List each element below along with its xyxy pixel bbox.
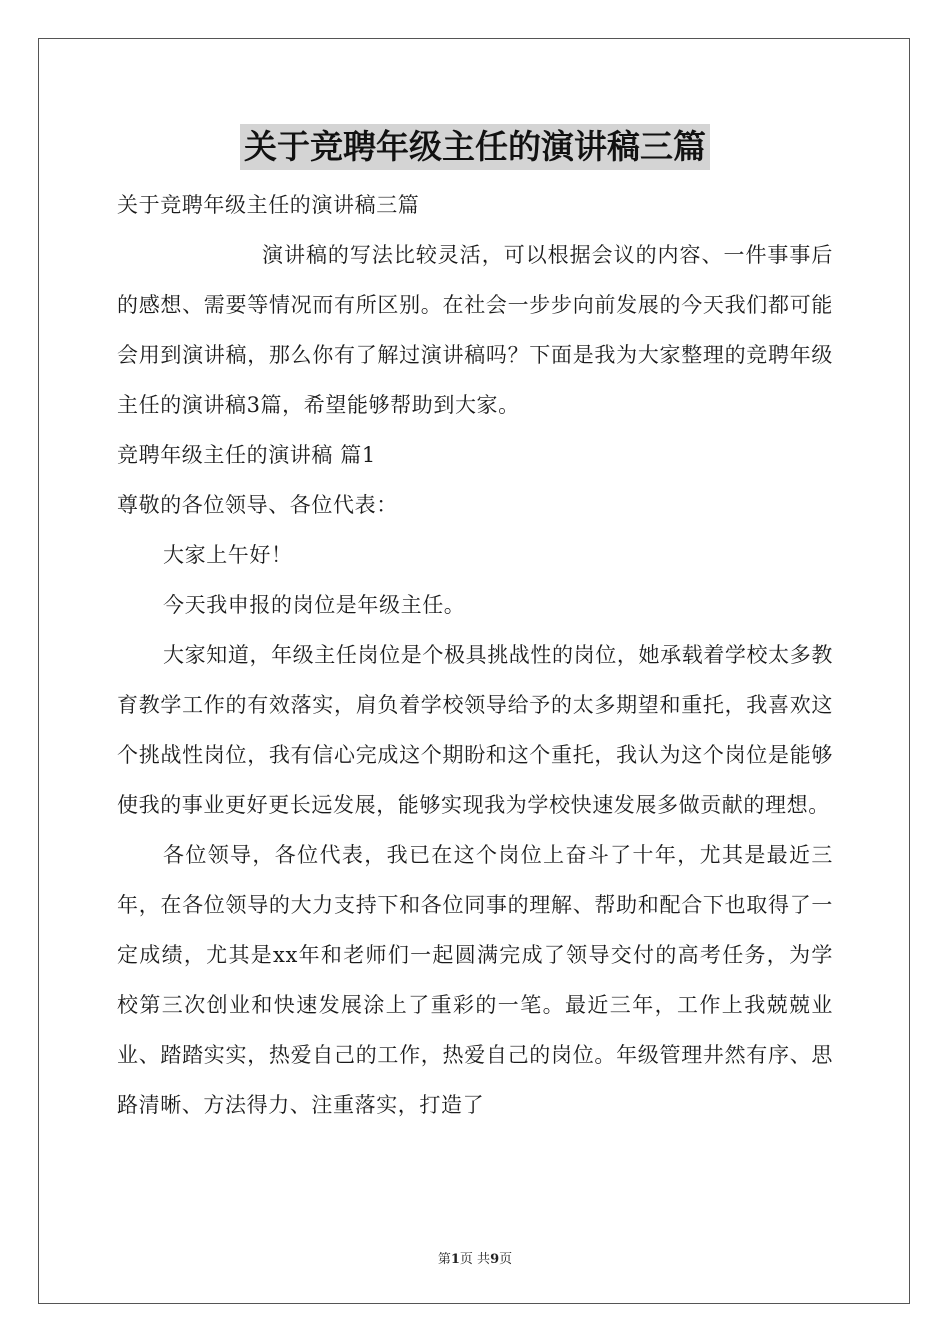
- footer-prefix: 第: [437, 1252, 451, 1267]
- title-container: [0, 124, 950, 170]
- footer-suffix: 页: [499, 1252, 513, 1267]
- salutation: 尊敬的各位领导、各位代表：: [117, 493, 398, 517]
- footer-mid: 页 共: [459, 1252, 491, 1267]
- greeting: 大家上午好！: [163, 543, 293, 567]
- body-paragraph-2: 大家知道，年级主任岗位是个极具挑战性的岗位，她承载着学校太多教育教学工作的有效落实，肩负着学校领导给予的太多期望和重托，我喜欢这个挑战性岗位，我有信心完成这个期盼和这个重托，我认为这个岗位是能够使我的事业更好更长远发展，能够实现我为学校快速发展多做贡献的理想。: [117, 643, 833, 817]
- body-paragraph-3: 各位领导，各位代表，我已在这个岗位上奋斗了十年，尤其是最近三年，在各位领导的大力支持下和各位同事的理解、帮助和配合下也取得了一定成绩，尤其是xx年和老师们一起圆满完成了领导交付的高考任务，为学校第三次创业和快速发展涂上了重彩的一笔。最近三年，工作上我兢兢业业、踏踏实实，热爱自己的工作，热爱自己的岗位。年级管理井然有序、思路清晰、方法得力、注重落实，打造了: [117, 843, 833, 1117]
- footer-current-page: 1: [450, 1252, 460, 1267]
- footer-total-pages: 9: [490, 1252, 500, 1267]
- subtitle-line: 关于竞聘年级主任的演讲稿三篇: [117, 193, 420, 217]
- intro-paragraph: 演讲稿的写法比较灵活，可以根据会议的内容、一件事事后的感想、需要等情况而有所区别。在社会一步步向前发展的今天我们都可能会用到演讲稿，那么你有了解过演讲稿吗？下面是我为大家整理的竞聘年级主任的演讲稿3篇，希望能够帮助到大家。: [117, 243, 833, 417]
- document-title: 关于竞聘年级主任的演讲稿三篇: [240, 124, 710, 170]
- body-paragraph-1: 今天我申报的岗位是年级主任。: [163, 593, 466, 617]
- section-heading: 竞聘年级主任的演讲稿 篇1: [117, 443, 376, 467]
- page-footer: [0, 1248, 950, 1267]
- document-body: [117, 180, 833, 1130]
